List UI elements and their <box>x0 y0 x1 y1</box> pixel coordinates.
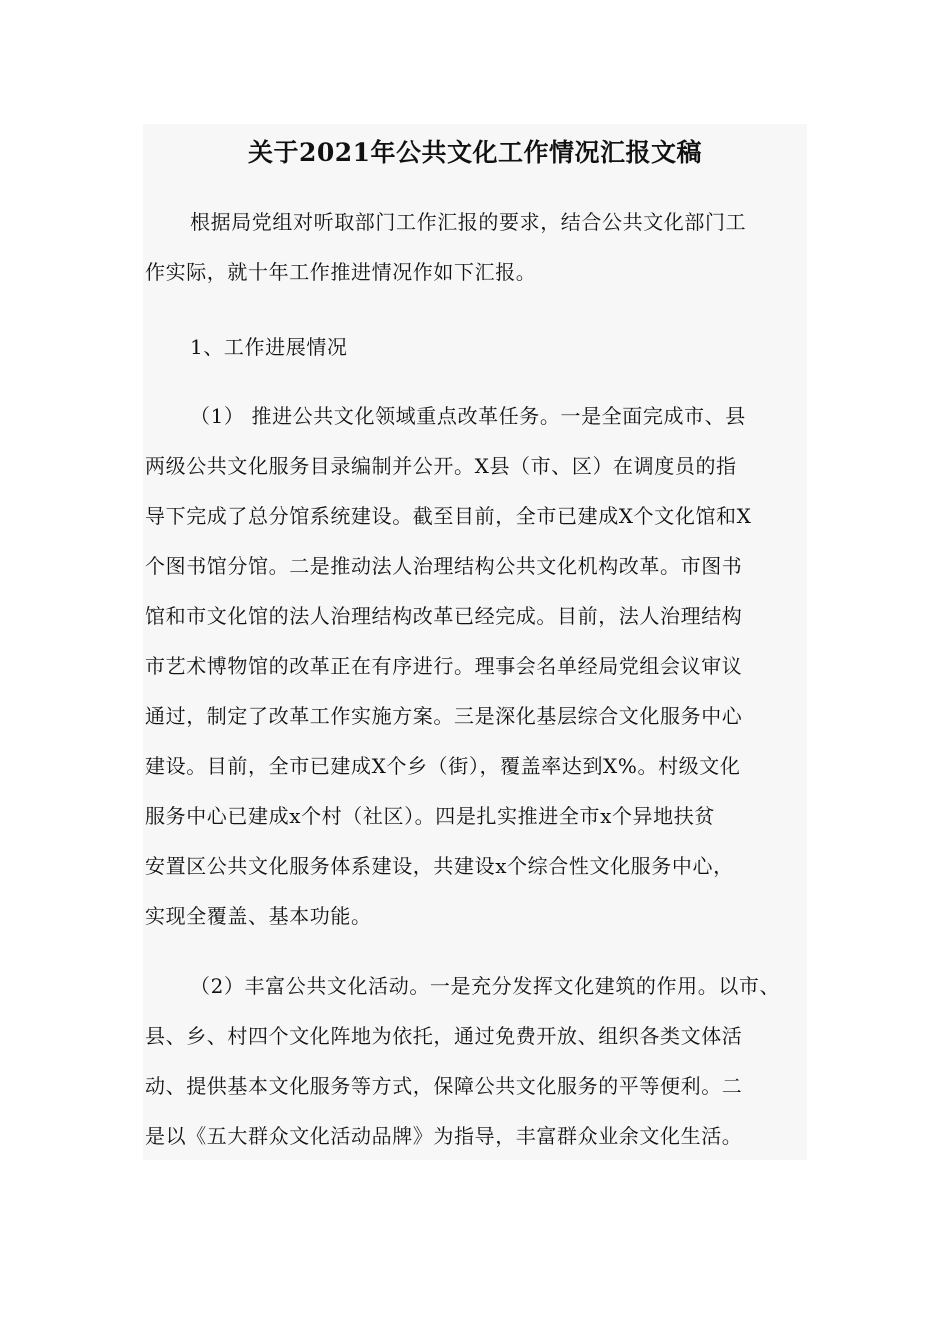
paragraph-line: 县、乡、村四个文化阵地为依托，通过免费开放、组织各类文体活 <box>145 1024 743 1048</box>
paragraph-line: 服务中心已建成x个村（社区）。四是扎实推进全市x个异地扶贫 <box>145 804 715 828</box>
paragraph-line: 两级公共文化服务目录编制并公开。X县（市、区）在调度员的指 <box>145 454 737 478</box>
paragraph-line: （1） 推进公共文化领域重点改革任务。一是全面完成市、县 <box>190 404 746 428</box>
document-title: 关于2021年公共文化工作情况汇报文稿 <box>247 138 703 167</box>
paragraph-line: 建设。目前，全市已建成X个乡（街），覆盖率达到X%。村级文化 <box>145 754 741 778</box>
paragraph-line: 实现全覆盖、基本功能。 <box>145 904 372 928</box>
paragraph-line: （2）丰富公共文化活动。一是充分发挥文化建筑的作用。以市、 <box>190 974 781 998</box>
paragraph-line: 根据局党组对听取部门工作汇报的要求，结合公共文化部门工 <box>190 210 747 234</box>
paragraph-line: 是以《五大群众文化活动品牌》为指导，丰富群众业余文化生活。 <box>145 1124 743 1148</box>
paragraph-line: 个图书馆分馆。二是推动法人治理结构公共文化机构改革。市图书 <box>145 554 743 578</box>
paragraph-line: 馆和市文化馆的法人治理结构改革已经完成。目前，法人治理结构 <box>145 604 743 628</box>
paragraph-line: 动、提供基本文化服务等方式，保障公共文化服务的平等便利。二 <box>145 1074 743 1098</box>
paragraph-line: 导下完成了总分馆系统建设。截至目前，全市已建成X个文化馆和X <box>145 504 752 528</box>
paragraph-line: 安置区公共文化服务体系建设，共建设x个综合性文化服务中心， <box>145 854 734 878</box>
paragraph-line: 通过，制定了改革工作实施方案。三是深化基层综合文化服务中心 <box>145 704 743 728</box>
paragraph-line: 作实际，就十年工作推进情况作如下汇报。 <box>145 260 537 284</box>
paragraph-line: 市艺术博物馆的改革正在有序进行。理事会名单经局党组会议审议 <box>145 654 743 678</box>
section-heading: 1、工作进展情况 <box>190 335 348 359</box>
